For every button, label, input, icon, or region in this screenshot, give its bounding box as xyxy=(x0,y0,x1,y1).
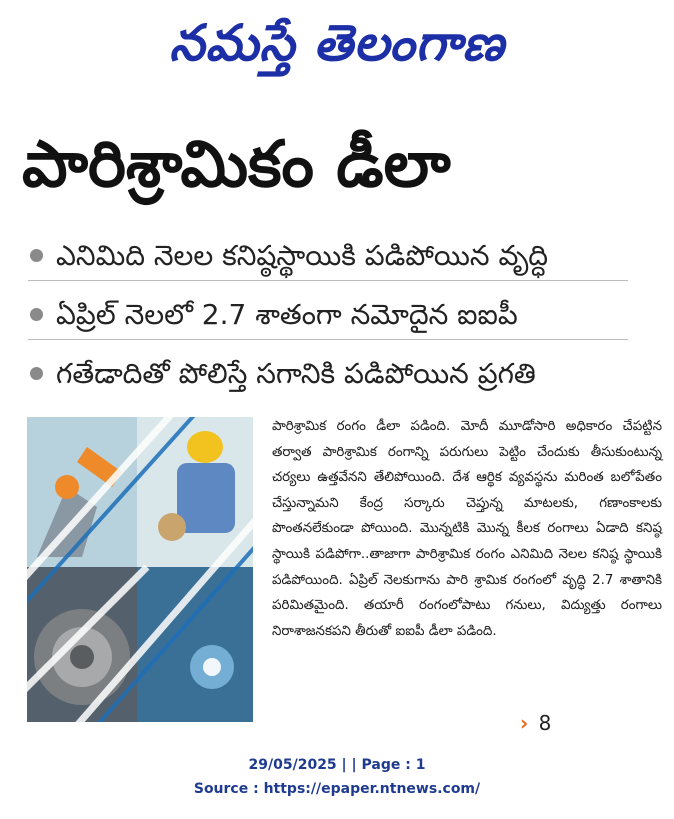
article-body: పారిశ్రామిక రంగం డీలా పడింది. మోదీ మూడోసారి అధికారం చేపట్టిన తర్వాత పారిశ్రామిక రంగాన్ని పరుగులు పెట్టిం చేందుకు తీసుకుంటున్న చర్యలు ఉత్తవేనని తేలిపోయింది. దేశ ఆర్థిక వ్యవస్థను మరింత బలోపేతం చేస్తున్నామని కేంద్ర సర్కారు చెప్తున్న మాటలకు, గణాంకాలకు పొంతనలేకుండా పోయింది. మొన్నటికి మొన్న కీలక రంగాలు ఏడాది కనిష్ఠ స్థాయికి పడిపోగా..తాజాగా పారిశ్రామిక రంగం ఎనిమిది నెలల కనిష్ఠ స్థాయికి పడిపోయింది. ఏప్రిల్ నెలకుగాను పారి శ్రామిక రంగంలో వృద్ధి 2.7 శాతానికి పరిమితమైంది. తయారీ రంగంలోపాటు గనులు, విద్యుత్తు రంగాలు నిరాశాజనకపని తీరుతో ఐఐపీ డీలా పడింది. xyxy=(272,419,662,639)
headline: పారిశ్రామికం డీలా xyxy=(22,128,451,202)
bullet-text: ఎనిమిది నెలల కనిష్ఠస్థాయికి పడిపోయిన వృద్ధి xyxy=(56,239,549,272)
bullet-dot-icon xyxy=(30,367,43,380)
industrial-collage-photo xyxy=(27,417,253,722)
bullet-text: ఏప్రిల్ నెలలో 2.7 శాతంగా నమోదైన ఐఐపీ xyxy=(56,298,518,331)
bullet-item xyxy=(28,291,628,340)
bullet-dot-icon xyxy=(30,308,43,321)
footer-source-link[interactable]: Source : https://epaper.ntnews.com/ xyxy=(193,781,481,797)
masthead-logo: నమస్తే తెలంగాణ xyxy=(169,14,505,72)
continue-page-number: 8 xyxy=(538,711,552,735)
bullet-dot-icon xyxy=(30,249,43,262)
continued-on-page xyxy=(520,711,551,735)
bullet-text: గతేడాదితో పోలిస్తే సగానికి పడిపోయిన ప్రగతి xyxy=(56,357,536,390)
continue-arrow-icon: › xyxy=(520,711,529,735)
bullet-item xyxy=(28,232,628,281)
footer-date-page: 29/05/2025 | | Page : 1 xyxy=(248,757,426,773)
highlight-bullets xyxy=(28,232,628,408)
bullet-item xyxy=(28,350,628,398)
